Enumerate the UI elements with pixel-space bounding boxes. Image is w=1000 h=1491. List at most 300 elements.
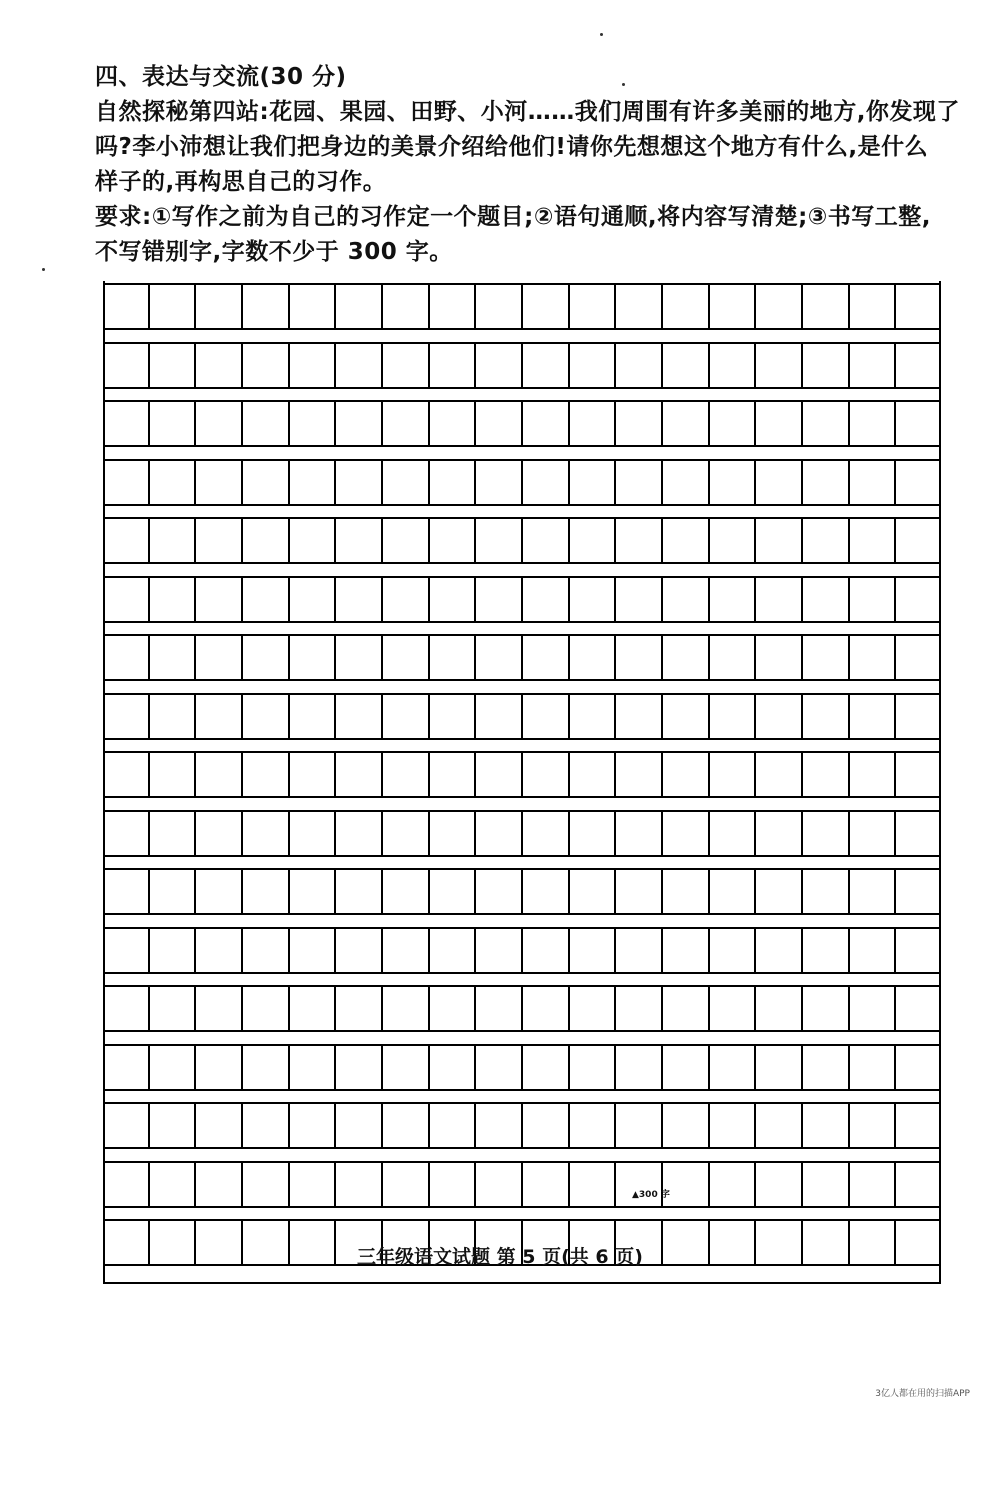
grid-cell[interactable] <box>616 753 663 796</box>
grid-cell[interactable] <box>476 695 523 738</box>
grid-cell[interactable] <box>523 753 570 796</box>
grid-cell[interactable] <box>103 987 150 1030</box>
grid-row <box>103 1102 941 1149</box>
grid-cell[interactable] <box>616 987 663 1030</box>
grid-cell[interactable] <box>476 1046 523 1089</box>
grid-cell[interactable] <box>850 812 897 855</box>
grid-cell[interactable] <box>616 695 663 738</box>
grid-cell[interactable] <box>850 929 897 972</box>
grid-cell[interactable] <box>523 402 570 445</box>
prompt-line: 样子的,再构思自己的习作。 <box>95 169 387 195</box>
grid-cell[interactable] <box>196 1163 243 1206</box>
grid-cell[interactable] <box>570 753 617 796</box>
speck <box>600 33 603 36</box>
grid-cell[interactable] <box>896 753 941 796</box>
grid-cell[interactable] <box>383 402 430 445</box>
grid-cell[interactable] <box>336 1046 383 1089</box>
grid-cell[interactable] <box>756 519 803 562</box>
grid-cell[interactable] <box>803 1046 850 1089</box>
grid-cell[interactable] <box>523 987 570 1030</box>
grid-cell[interactable] <box>523 519 570 562</box>
grid-cell[interactable] <box>430 519 477 562</box>
grid-cell[interactable] <box>616 1104 663 1147</box>
grid-cell[interactable] <box>663 1046 710 1089</box>
grid-cell[interactable] <box>570 1163 617 1206</box>
grid-cell[interactable] <box>896 870 941 913</box>
grid-cell[interactable] <box>896 578 941 621</box>
grid-cell[interactable] <box>336 1163 383 1206</box>
grid-row <box>103 1161 941 1208</box>
grid-cell[interactable] <box>196 870 243 913</box>
grid-cell[interactable] <box>430 285 477 328</box>
grid-cell[interactable] <box>336 929 383 972</box>
grid-cell[interactable] <box>756 987 803 1030</box>
grid-cell[interactable] <box>336 636 383 679</box>
grid-cell[interactable] <box>803 344 850 387</box>
grid-cell[interactable] <box>196 1104 243 1147</box>
grid-cell[interactable] <box>290 753 337 796</box>
grid-cell[interactable] <box>243 1046 290 1089</box>
grid-cell[interactable] <box>336 344 383 387</box>
grid-cell[interactable] <box>243 519 290 562</box>
grid-cell[interactable] <box>383 1104 430 1147</box>
grid-cell[interactable] <box>430 1104 477 1147</box>
grid-cell[interactable] <box>196 812 243 855</box>
grid-cell[interactable] <box>523 285 570 328</box>
grid-cell[interactable] <box>850 402 897 445</box>
grid-cell[interactable] <box>196 402 243 445</box>
grid-cell[interactable] <box>710 870 757 913</box>
grid-cell[interactable] <box>710 987 757 1030</box>
grid-cell[interactable] <box>616 285 663 328</box>
grid-cell[interactable] <box>383 519 430 562</box>
grid-cell[interactable] <box>243 1163 290 1206</box>
grid-cell[interactable] <box>430 987 477 1030</box>
grid-cell[interactable] <box>383 695 430 738</box>
grid-cell[interactable] <box>663 987 710 1030</box>
grid-cell[interactable] <box>756 344 803 387</box>
grid-row <box>103 1044 941 1091</box>
grid-cell[interactable] <box>523 1163 570 1206</box>
grid-cell[interactable] <box>336 461 383 504</box>
grid-cell[interactable] <box>430 695 477 738</box>
grid-cell[interactable] <box>290 1046 337 1089</box>
grid-cell[interactable] <box>383 344 430 387</box>
grid-cell[interactable] <box>103 402 150 445</box>
grid-cell[interactable] <box>756 578 803 621</box>
grid-cell[interactable] <box>803 578 850 621</box>
grid-cell[interactable] <box>103 695 150 738</box>
grid-cell[interactable] <box>150 285 197 328</box>
prompt-line: 自然探秘第四站:花园、果园、田野、小河……我们周围有许多美丽的地方,你发现了 <box>95 99 960 125</box>
grid-cell[interactable] <box>570 461 617 504</box>
grid-cell[interactable] <box>336 402 383 445</box>
grid-cell[interactable] <box>243 695 290 738</box>
grid-cell[interactable] <box>150 402 197 445</box>
grid-cell[interactable] <box>850 753 897 796</box>
grid-cell[interactable] <box>803 812 850 855</box>
grid-cell[interactable] <box>103 870 150 913</box>
grid-cell[interactable] <box>430 344 477 387</box>
grid-cell[interactable] <box>803 636 850 679</box>
grid-cell[interactable] <box>103 1046 150 1089</box>
grid-cell[interactable] <box>756 929 803 972</box>
grid-cell[interactable] <box>103 929 150 972</box>
scanner-watermark: 3亿人都在用的扫描APP <box>875 1389 970 1399</box>
grid-cell[interactable] <box>850 987 897 1030</box>
grid-cell[interactable] <box>430 870 477 913</box>
grid-cell[interactable] <box>290 929 337 972</box>
grid-cell[interactable] <box>710 1163 757 1206</box>
grid-cell[interactable] <box>756 1046 803 1089</box>
grid-cell[interactable] <box>290 812 337 855</box>
grid-cell[interactable] <box>196 461 243 504</box>
grid-cell[interactable] <box>336 987 383 1030</box>
grid-cell[interactable] <box>103 344 150 387</box>
grid-cell[interactable] <box>756 812 803 855</box>
grid-cell[interactable] <box>663 812 710 855</box>
grid-cell[interactable] <box>803 402 850 445</box>
grid-cell[interactable] <box>663 344 710 387</box>
grid-cell[interactable] <box>756 870 803 913</box>
grid-cell[interactable] <box>476 812 523 855</box>
grid-cell[interactable] <box>850 695 897 738</box>
grid-cell[interactable] <box>383 929 430 972</box>
grid-cell[interactable] <box>710 1104 757 1147</box>
grid-cell[interactable] <box>430 578 477 621</box>
grid-cell[interactable] <box>896 461 941 504</box>
grid-cell[interactable] <box>290 402 337 445</box>
grid-cell[interactable] <box>243 285 290 328</box>
grid-cell[interactable] <box>196 636 243 679</box>
grid-cell[interactable] <box>103 1163 150 1206</box>
grid-cell[interactable] <box>570 987 617 1030</box>
grid-cell[interactable] <box>850 344 897 387</box>
grid-cell[interactable] <box>663 578 710 621</box>
grid-cell[interactable] <box>383 1046 430 1089</box>
grid-cell[interactable] <box>196 578 243 621</box>
grid-cell[interactable] <box>150 1104 197 1147</box>
grid-cell[interactable] <box>663 636 710 679</box>
grid-cell[interactable] <box>476 519 523 562</box>
grid-cell[interactable] <box>336 753 383 796</box>
grid-cell[interactable] <box>476 461 523 504</box>
grid-cell[interactable] <box>850 461 897 504</box>
grid-cell[interactable] <box>803 285 850 328</box>
grid-cell[interactable] <box>383 1163 430 1206</box>
grid-cell[interactable] <box>150 344 197 387</box>
grid-cell[interactable] <box>383 578 430 621</box>
grid-cell[interactable] <box>803 987 850 1030</box>
grid-cell[interactable] <box>523 636 570 679</box>
grid-cell[interactable] <box>103 1104 150 1147</box>
grid-cell[interactable] <box>710 578 757 621</box>
grid-cell[interactable] <box>476 1163 523 1206</box>
grid-cell[interactable] <box>710 285 757 328</box>
grid-cell[interactable] <box>290 987 337 1030</box>
grid-cell[interactable] <box>290 636 337 679</box>
grid-cell[interactable] <box>150 578 197 621</box>
grid-cell[interactable] <box>710 344 757 387</box>
grid-cell[interactable] <box>336 578 383 621</box>
grid-cell[interactable] <box>850 578 897 621</box>
grid-cell[interactable] <box>803 753 850 796</box>
grid-cell[interactable] <box>103 578 150 621</box>
grid-cell[interactable] <box>896 636 941 679</box>
grid-cell[interactable] <box>850 1104 897 1147</box>
grid-cell[interactable] <box>570 519 617 562</box>
grid-cell[interactable] <box>476 285 523 328</box>
writing-grid[interactable] <box>103 281 941 1491</box>
grid-cell[interactable] <box>850 1163 897 1206</box>
grid-cell[interactable] <box>290 344 337 387</box>
grid-cell[interactable] <box>243 461 290 504</box>
grid-cell[interactable] <box>243 402 290 445</box>
grid-cell[interactable] <box>290 578 337 621</box>
grid-cell[interactable] <box>663 1104 710 1147</box>
grid-cell[interactable] <box>850 519 897 562</box>
grid-cell[interactable] <box>243 870 290 913</box>
grid-cell[interactable] <box>896 1046 941 1089</box>
grid-cell[interactable] <box>523 1046 570 1089</box>
grid-cell[interactable] <box>896 519 941 562</box>
grid-cell[interactable] <box>756 1163 803 1206</box>
grid-cell[interactable] <box>850 870 897 913</box>
grid-cell[interactable] <box>756 461 803 504</box>
grid-cell[interactable] <box>616 461 663 504</box>
grid-cell[interactable] <box>103 812 150 855</box>
grid-cell[interactable] <box>570 695 617 738</box>
grid-cell[interactable] <box>523 1104 570 1147</box>
grid-cell[interactable] <box>150 812 197 855</box>
grid-cell[interactable] <box>383 285 430 328</box>
grid-cell[interactable] <box>476 402 523 445</box>
grid-cell[interactable] <box>196 987 243 1030</box>
grid-cell[interactable] <box>710 812 757 855</box>
grid-cell[interactable] <box>476 578 523 621</box>
grid-cell[interactable] <box>896 929 941 972</box>
grid-cell[interactable] <box>663 402 710 445</box>
grid-cell[interactable] <box>430 1046 477 1089</box>
grid-cell[interactable] <box>850 1046 897 1089</box>
grid-cell[interactable] <box>803 695 850 738</box>
grid-cell[interactable] <box>243 812 290 855</box>
grid-cell[interactable] <box>616 812 663 855</box>
grid-cell[interactable] <box>570 1046 617 1089</box>
grid-cell[interactable] <box>570 812 617 855</box>
grid-cell[interactable] <box>150 636 197 679</box>
grid-cell[interactable] <box>243 1104 290 1147</box>
grid-cell[interactable] <box>803 1104 850 1147</box>
grid-cell[interactable] <box>616 344 663 387</box>
grid-cell[interactable] <box>336 1104 383 1147</box>
grid-cell[interactable] <box>523 929 570 972</box>
grid-cell[interactable] <box>896 1163 941 1206</box>
grid-cell[interactable] <box>103 461 150 504</box>
grid-cell[interactable] <box>150 753 197 796</box>
grid-cell[interactable] <box>290 870 337 913</box>
grid-cell[interactable] <box>616 402 663 445</box>
grid-cell[interactable] <box>383 753 430 796</box>
grid-cell[interactable] <box>756 636 803 679</box>
grid-cell[interactable] <box>196 285 243 328</box>
grid-cell[interactable] <box>243 987 290 1030</box>
grid-cell[interactable] <box>383 870 430 913</box>
grid-cell[interactable] <box>663 285 710 328</box>
grid-cell[interactable] <box>196 344 243 387</box>
grid-cell[interactable] <box>476 929 523 972</box>
grid-cell[interactable] <box>896 695 941 738</box>
grid-cell[interactable] <box>383 461 430 504</box>
grid-cell[interactable] <box>663 753 710 796</box>
grid-cell[interactable] <box>150 929 197 972</box>
grid-cell[interactable] <box>850 636 897 679</box>
grid-cell[interactable] <box>243 344 290 387</box>
grid-cell[interactable] <box>336 285 383 328</box>
grid-cell[interactable] <box>336 695 383 738</box>
grid-cell[interactable] <box>663 1163 710 1206</box>
grid-cell[interactable] <box>663 461 710 504</box>
grid-cell[interactable] <box>430 1163 477 1206</box>
grid-cell[interactable] <box>803 461 850 504</box>
grid-cell[interactable] <box>430 636 477 679</box>
grid-cell[interactable] <box>616 636 663 679</box>
grid-cell[interactable] <box>896 987 941 1030</box>
grid-cell[interactable] <box>383 987 430 1030</box>
grid-cell[interactable] <box>290 285 337 328</box>
grid-cell[interactable] <box>710 753 757 796</box>
grid-cell[interactable] <box>523 695 570 738</box>
grid-cell[interactable] <box>150 461 197 504</box>
grid-cell[interactable] <box>476 344 523 387</box>
grid-cell[interactable] <box>570 929 617 972</box>
grid-cell[interactable] <box>243 929 290 972</box>
grid-cell[interactable] <box>710 402 757 445</box>
grid-cell[interactable] <box>803 929 850 972</box>
grid-cell[interactable] <box>290 1104 337 1147</box>
grid-cell[interactable] <box>803 1163 850 1206</box>
grid-cell[interactable] <box>430 402 477 445</box>
grid-cell[interactable] <box>616 578 663 621</box>
grid-cell[interactable] <box>663 929 710 972</box>
grid-cell[interactable] <box>383 812 430 855</box>
grid-cell[interactable] <box>150 695 197 738</box>
grid-cell[interactable] <box>430 753 477 796</box>
grid-cell[interactable] <box>476 1104 523 1147</box>
grid-cell[interactable] <box>150 1163 197 1206</box>
grid-cell[interactable] <box>290 1163 337 1206</box>
grid-cell[interactable] <box>616 519 663 562</box>
grid-cell[interactable] <box>290 519 337 562</box>
grid-row <box>103 459 941 506</box>
grid-cell[interactable] <box>103 519 150 562</box>
grid-cell[interactable] <box>196 519 243 562</box>
grid-cell[interactable] <box>570 402 617 445</box>
grid-cell[interactable] <box>570 1104 617 1147</box>
grid-cell[interactable] <box>896 344 941 387</box>
grid-cell[interactable] <box>616 870 663 913</box>
grid-cell[interactable] <box>196 753 243 796</box>
grid-cell[interactable] <box>103 285 150 328</box>
grid-cell[interactable] <box>663 695 710 738</box>
grid-cell[interactable] <box>430 929 477 972</box>
grid-cell[interactable] <box>850 285 897 328</box>
grid-cell[interactable] <box>336 519 383 562</box>
grid-cell[interactable] <box>756 1104 803 1147</box>
grid-cell[interactable] <box>570 344 617 387</box>
grid-cell[interactable] <box>803 519 850 562</box>
grid-cell[interactable] <box>896 1104 941 1147</box>
grid-cell[interactable] <box>896 285 941 328</box>
grid-cell[interactable] <box>430 812 477 855</box>
grid-cell[interactable] <box>756 285 803 328</box>
grid-cell[interactable] <box>523 344 570 387</box>
grid-cell[interactable] <box>196 929 243 972</box>
grid-cell[interactable] <box>336 870 383 913</box>
grid-cell[interactable] <box>476 987 523 1030</box>
grid-cell[interactable] <box>896 402 941 445</box>
grid-cell[interactable] <box>476 870 523 913</box>
grid-cell[interactable] <box>616 929 663 972</box>
grid-cell[interactable] <box>103 636 150 679</box>
grid-cell[interactable] <box>710 695 757 738</box>
grid-cell[interactable] <box>570 870 617 913</box>
grid-cell[interactable] <box>756 753 803 796</box>
grid-cell[interactable] <box>710 461 757 504</box>
grid-row <box>103 634 941 681</box>
grid-cell[interactable] <box>710 929 757 972</box>
grid-cell[interactable] <box>570 285 617 328</box>
grid-cell[interactable] <box>336 812 383 855</box>
grid-cell[interactable] <box>523 461 570 504</box>
grid-cell[interactable] <box>150 1046 197 1089</box>
grid-cell[interactable] <box>243 578 290 621</box>
grid-cell[interactable] <box>523 578 570 621</box>
grid-cell[interactable] <box>570 578 617 621</box>
grid-cell[interactable] <box>570 636 617 679</box>
grid-cell[interactable] <box>243 636 290 679</box>
grid-cell[interactable] <box>150 870 197 913</box>
grid-cell[interactable] <box>476 636 523 679</box>
grid-cell[interactable] <box>710 519 757 562</box>
grid-cell[interactable] <box>756 695 803 738</box>
grid-cell[interactable] <box>523 870 570 913</box>
grid-cell[interactable] <box>290 461 337 504</box>
grid-cell[interactable] <box>756 402 803 445</box>
grid-cell[interactable] <box>476 753 523 796</box>
grid-row <box>103 283 941 330</box>
grid-cell[interactable] <box>803 870 850 913</box>
grid-cell[interactable] <box>663 870 710 913</box>
grid-row <box>103 751 941 798</box>
grid-cell[interactable] <box>710 1046 757 1089</box>
grid-cell[interactable] <box>243 753 290 796</box>
grid-cell[interactable] <box>663 519 710 562</box>
section-heading: 四、表达与交流(30 分) <box>95 64 347 90</box>
grid-cell[interactable] <box>196 695 243 738</box>
grid-cell[interactable] <box>430 461 477 504</box>
grid-cell[interactable] <box>290 695 337 738</box>
grid-cell[interactable] <box>616 1046 663 1089</box>
grid-cell[interactable] <box>150 987 197 1030</box>
grid-cell[interactable] <box>196 1046 243 1089</box>
grid-cell[interactable] <box>710 636 757 679</box>
grid-cell[interactable] <box>383 636 430 679</box>
grid-cell[interactable] <box>896 812 941 855</box>
grid-cell[interactable] <box>103 753 150 796</box>
grid-cell[interactable] <box>150 519 197 562</box>
grid-cell[interactable] <box>523 812 570 855</box>
